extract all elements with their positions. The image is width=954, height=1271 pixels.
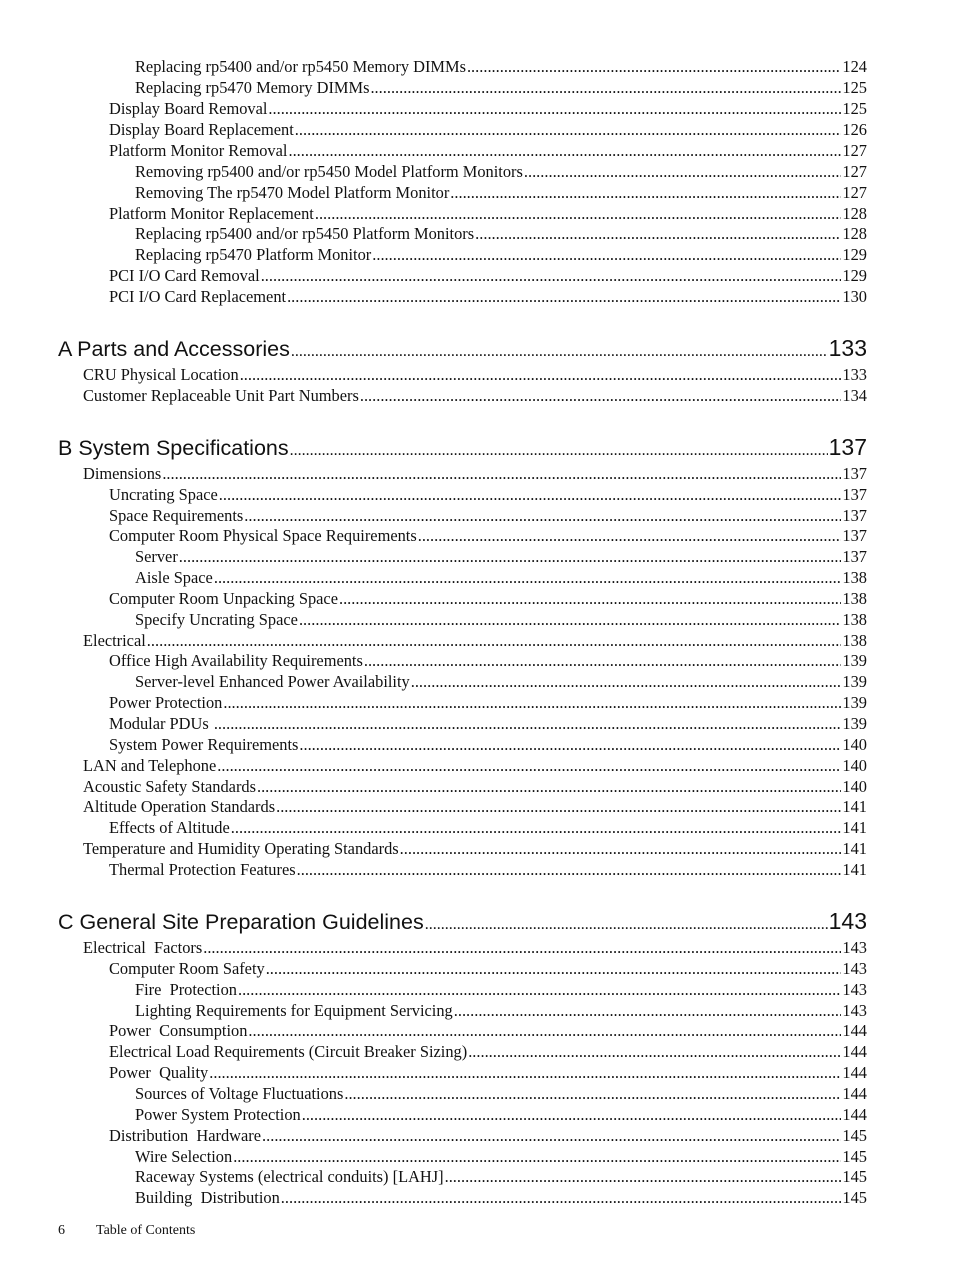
- toc-entry-page: 134: [842, 386, 867, 405]
- toc-leader: [299, 609, 841, 630]
- toc-entry[interactable]: [135, 1166, 867, 1187]
- toc-leader: [524, 161, 842, 182]
- toc-entry-title: System Power Requirements: [109, 735, 299, 754]
- toc-entry[interactable]: [83, 463, 867, 484]
- toc-entry[interactable]: [135, 223, 867, 244]
- toc-leader: [299, 734, 841, 755]
- toc-entry-title: Power System Protection: [135, 1105, 301, 1124]
- toc-entry-title: Power Protection: [109, 693, 223, 712]
- toc-entry[interactable]: [135, 1104, 867, 1125]
- toc-entry[interactable]: [109, 958, 867, 979]
- toc-entry-title: Distribution Hardware: [109, 1126, 262, 1145]
- toc-entry[interactable]: [109, 525, 867, 546]
- toc-entry[interactable]: [109, 265, 867, 286]
- toc-chapter-page: 143: [828, 908, 867, 934]
- toc-leader: [223, 692, 841, 713]
- toc-entry-page: 137: [842, 506, 867, 525]
- toc-entry[interactable]: [109, 484, 867, 505]
- toc-chapter-page: 133: [828, 335, 867, 361]
- toc-leader: [372, 244, 841, 265]
- footer-label: Table of Contents: [96, 1223, 196, 1238]
- toc-leader: [315, 203, 842, 224]
- toc-entry[interactable]: [109, 505, 867, 526]
- toc-leader: [411, 671, 842, 692]
- toc-entry[interactable]: [83, 937, 867, 958]
- toc-entry-title: Altitude Operation Standards: [83, 797, 276, 816]
- toc-entry-title: Computer Room Physical Space Requirements: [109, 526, 417, 545]
- toc-entry-title: Building Distribution: [135, 1188, 280, 1207]
- toc-entry-page: 126: [842, 120, 867, 139]
- toc-entry[interactable]: [83, 755, 867, 776]
- toc-leader: [214, 567, 842, 588]
- toc-leader: [238, 979, 841, 1000]
- toc-entry-page: 144: [842, 1042, 867, 1061]
- toc-entry[interactable]: [83, 838, 867, 859]
- toc-entry-title: Power Consumption: [109, 1021, 248, 1040]
- toc-chapter-title: B System Specifications: [58, 436, 289, 460]
- toc-entry-page: 125: [842, 78, 867, 97]
- toc-leader: [468, 1041, 841, 1062]
- toc-entry-title: Dimensions: [83, 464, 162, 483]
- toc-entry-page: 137: [842, 547, 867, 566]
- toc-entry[interactable]: [109, 734, 867, 755]
- toc-entry-page: 141: [842, 818, 867, 837]
- toc-entry[interactable]: [109, 650, 867, 671]
- toc-entry[interactable]: [135, 1000, 867, 1021]
- toc-entry[interactable]: [109, 1062, 867, 1083]
- toc-entry-page: 128: [842, 204, 867, 223]
- toc-entry[interactable]: [109, 286, 867, 307]
- toc-entry[interactable]: [109, 588, 867, 609]
- toc-leader: [281, 1187, 842, 1208]
- toc-entry-page: 143: [842, 938, 867, 957]
- toc-entry[interactable]: [83, 630, 867, 651]
- toc-entry[interactable]: [109, 1125, 867, 1146]
- toc-entry-title: PCI I/O Card Replacement: [109, 287, 287, 306]
- toc-leader: [454, 1000, 842, 1021]
- toc-entry[interactable]: [135, 77, 867, 98]
- toc-entry-title: Fire Protection: [135, 980, 237, 999]
- toc-chapter-title: C General Site Preparation Guidelines: [58, 910, 424, 934]
- toc-entry-page: 139: [842, 714, 867, 733]
- toc-entry[interactable]: [135, 979, 867, 1000]
- toc-entry-title: Electrical: [83, 631, 146, 650]
- toc-entry-title: Modular PDUs: [109, 714, 213, 733]
- toc-entry-title: Office High Availability Requirements: [109, 651, 363, 670]
- toc-entry-title: Temperature and Humidity Operating Standards: [83, 839, 399, 858]
- toc-entry-title: Display Board Replacement: [109, 120, 294, 139]
- toc-leader: [231, 817, 842, 838]
- toc-leader: [233, 1146, 841, 1167]
- toc-entry[interactable]: [135, 1083, 867, 1104]
- toc-entry-title: LAN and Telephone: [83, 756, 217, 775]
- toc-entry-page: 128: [842, 224, 867, 243]
- toc-leader: [203, 937, 841, 958]
- toc-entry-page: 124: [842, 57, 867, 76]
- toc-entry[interactable]: [109, 859, 867, 880]
- toc-chapter-a[interactable]: [58, 333, 867, 363]
- toc-entry-title: Computer Room Safety: [109, 959, 265, 978]
- toc-entry[interactable]: [83, 385, 867, 406]
- toc-entry-page: 130: [842, 287, 867, 306]
- toc-leader: [179, 546, 842, 567]
- toc-leader: [445, 1166, 842, 1187]
- toc-leader: [302, 1104, 842, 1125]
- toc-entry-page: 144: [842, 1105, 867, 1124]
- toc-entry[interactable]: [83, 796, 867, 817]
- toc-entry-title: Removing rp5400 and/or rp5450 Model Platform Monitors: [135, 162, 523, 181]
- toc-entry-title: Customer Replaceable Unit Part Numbers: [83, 386, 359, 405]
- toc-entry-page: 145: [842, 1147, 867, 1166]
- toc-entry[interactable]: [109, 98, 867, 119]
- footer-page-number: 6: [58, 1223, 65, 1238]
- toc-entry-page: 144: [842, 1021, 867, 1040]
- toc-entry-title: Lighting Requirements for Equipment Servicing: [135, 1001, 453, 1020]
- toc-entry-page: 129: [842, 245, 867, 264]
- toc-entry[interactable]: [109, 1041, 867, 1062]
- toc-leader: [217, 755, 841, 776]
- toc-entry-title: Thermal Protection Features: [109, 860, 296, 879]
- toc-leader: [162, 463, 841, 484]
- toc-entry[interactable]: [109, 817, 867, 838]
- toc-entry-page: 139: [842, 672, 867, 691]
- toc-leader: [291, 337, 828, 363]
- toc-entry[interactable]: [109, 713, 867, 734]
- toc-entry-title: Sources of Voltage Fluctuations: [135, 1084, 344, 1103]
- toc-entry-title: Replacing rp5470 Platform Monitor: [135, 245, 372, 264]
- toc-entry-page: 143: [842, 959, 867, 978]
- toc-entry[interactable]: [83, 776, 867, 797]
- toc-entry-title: Platform Monitor Replacement: [109, 204, 314, 223]
- toc-entry-title: Removing The rp5470 Model Platform Monitor: [135, 183, 450, 202]
- toc-entry-page: 129: [842, 266, 867, 285]
- toc-entry-title: Effects of Altitude: [109, 818, 230, 837]
- toc-entry-page: 139: [842, 651, 867, 670]
- toc-entry[interactable]: [135, 56, 867, 77]
- toc-leader: [290, 436, 828, 462]
- toc-leader: [248, 1020, 841, 1041]
- toc-leader: [209, 1062, 841, 1083]
- toc-leader: [276, 796, 841, 817]
- toc-entry-title: Platform Monitor Removal: [109, 141, 288, 160]
- toc-leader: [364, 650, 842, 671]
- toc-leader: [295, 119, 842, 140]
- toc-chapter-b[interactable]: [58, 432, 867, 462]
- toc-leader: [450, 182, 841, 203]
- toc-entry-title: Computer Room Unpacking Space: [109, 589, 338, 608]
- toc-entry-page: 141: [842, 860, 867, 879]
- toc-entry-page: 144: [842, 1063, 867, 1082]
- toc-entry-page: 143: [842, 1001, 867, 1020]
- toc-entry[interactable]: [109, 692, 867, 713]
- toc-entry-page: 140: [842, 756, 867, 775]
- toc-leader: [360, 385, 842, 406]
- toc-entry-title: Space Requirements: [109, 506, 244, 525]
- toc-leader: [400, 838, 842, 859]
- toc-entry-title: Electrical Factors: [83, 938, 203, 957]
- toc-leader: [257, 776, 841, 797]
- toc-chapter-page: 137: [828, 434, 867, 460]
- toc-leader: [287, 286, 841, 307]
- page-footer: [58, 1222, 195, 1240]
- toc-entry-title: Specify Uncrating Space: [135, 610, 298, 629]
- toc-entry-page: 138: [842, 631, 867, 650]
- toc-leader: [268, 98, 841, 119]
- toc-leader: [262, 1125, 841, 1146]
- toc-entry-page: 138: [842, 589, 867, 608]
- toc-leader: [261, 265, 842, 286]
- toc-entry-page: 138: [842, 610, 867, 629]
- toc-entry[interactable]: [109, 140, 867, 161]
- toc-leader: [288, 140, 841, 161]
- toc-entry[interactable]: [135, 546, 867, 567]
- toc-leader: [425, 910, 828, 936]
- toc-entry-page: 144: [842, 1084, 867, 1103]
- toc-entry[interactable]: [135, 244, 867, 265]
- toc-leader: [244, 505, 841, 526]
- toc-leader: [297, 859, 842, 880]
- toc-entry[interactable]: [135, 1146, 867, 1167]
- toc-entry-page: 127: [842, 162, 867, 181]
- toc-entry-page: 141: [842, 839, 867, 858]
- toc-entry-page: 127: [842, 183, 867, 202]
- toc-entry-page: 125: [842, 99, 867, 118]
- toc-leader: [475, 223, 841, 244]
- toc-leader: [370, 77, 841, 98]
- toc-entry-title: Replacing rp5400 and/or rp5450 Memory DIMMs: [135, 57, 466, 76]
- toc-entry[interactable]: [109, 1020, 867, 1041]
- toc-entry-page: 137: [842, 485, 867, 504]
- toc-entry[interactable]: [109, 203, 867, 224]
- toc-entry-page: 137: [842, 526, 867, 545]
- toc-entry-title: Wire Selection: [135, 1147, 233, 1166]
- toc-chapter-c[interactable]: [58, 906, 867, 936]
- toc-entry-page: 145: [842, 1126, 867, 1145]
- toc-entry-page: 141: [842, 797, 867, 816]
- toc-entry[interactable]: [135, 609, 867, 630]
- toc-entry-title: Raceway Systems (electrical conduits) [LAHJ]: [135, 1167, 444, 1186]
- toc-entry-title: Electrical Load Requirements (Circuit Breaker Sizing): [109, 1042, 468, 1061]
- toc-leader: [418, 525, 842, 546]
- toc-leader: [467, 56, 841, 77]
- toc-entry-title: Display Board Removal: [109, 99, 268, 118]
- toc-entry[interactable]: [135, 671, 867, 692]
- toc-leader: [147, 630, 842, 651]
- toc-entry-title: Server: [135, 547, 178, 566]
- toc-leader: [344, 1083, 841, 1104]
- toc-entry-page: 133: [842, 365, 867, 384]
- toc-entry-page: 140: [842, 777, 867, 796]
- toc-entry-page: 140: [842, 735, 867, 754]
- toc-entry-page: 138: [842, 568, 867, 587]
- toc-entry[interactable]: [109, 119, 867, 140]
- toc-entry-title: Uncrating Space: [109, 485, 218, 504]
- toc-leader: [214, 713, 842, 734]
- toc-entry[interactable]: [135, 161, 867, 182]
- toc-entry[interactable]: [83, 364, 867, 385]
- toc-entry[interactable]: [135, 567, 867, 588]
- toc-leader: [240, 364, 842, 385]
- toc-entry[interactable]: [135, 182, 867, 203]
- toc-leader: [219, 484, 842, 505]
- toc-entry-title: Power Quality: [109, 1063, 209, 1082]
- toc-entry-title: Aisle Space: [135, 568, 213, 587]
- toc-entry-title: Replacing rp5400 and/or rp5450 Platform Monitors: [135, 224, 475, 243]
- toc-entry-page: 127: [842, 141, 867, 160]
- toc-entry-page: 137: [842, 464, 867, 483]
- toc-entry-page: 145: [842, 1188, 867, 1207]
- toc-entry-page: 139: [842, 693, 867, 712]
- toc-entry-page: 143: [842, 980, 867, 999]
- toc-entry-title: Acoustic Safety Standards: [83, 777, 256, 796]
- toc-leader: [266, 958, 842, 979]
- toc-entry-title: Replacing rp5470 Memory DIMMs: [135, 78, 370, 97]
- toc-entry-page: 145: [842, 1167, 867, 1186]
- toc-leader: [339, 588, 841, 609]
- toc-entry-title: PCI I/O Card Removal: [109, 266, 260, 285]
- toc-chapter-title: A Parts and Accessories: [58, 337, 290, 361]
- toc-entry[interactable]: [135, 1187, 867, 1208]
- toc-entry-title: Server-level Enhanced Power Availability: [135, 672, 410, 691]
- toc-entry-title: CRU Physical Location: [83, 365, 239, 384]
